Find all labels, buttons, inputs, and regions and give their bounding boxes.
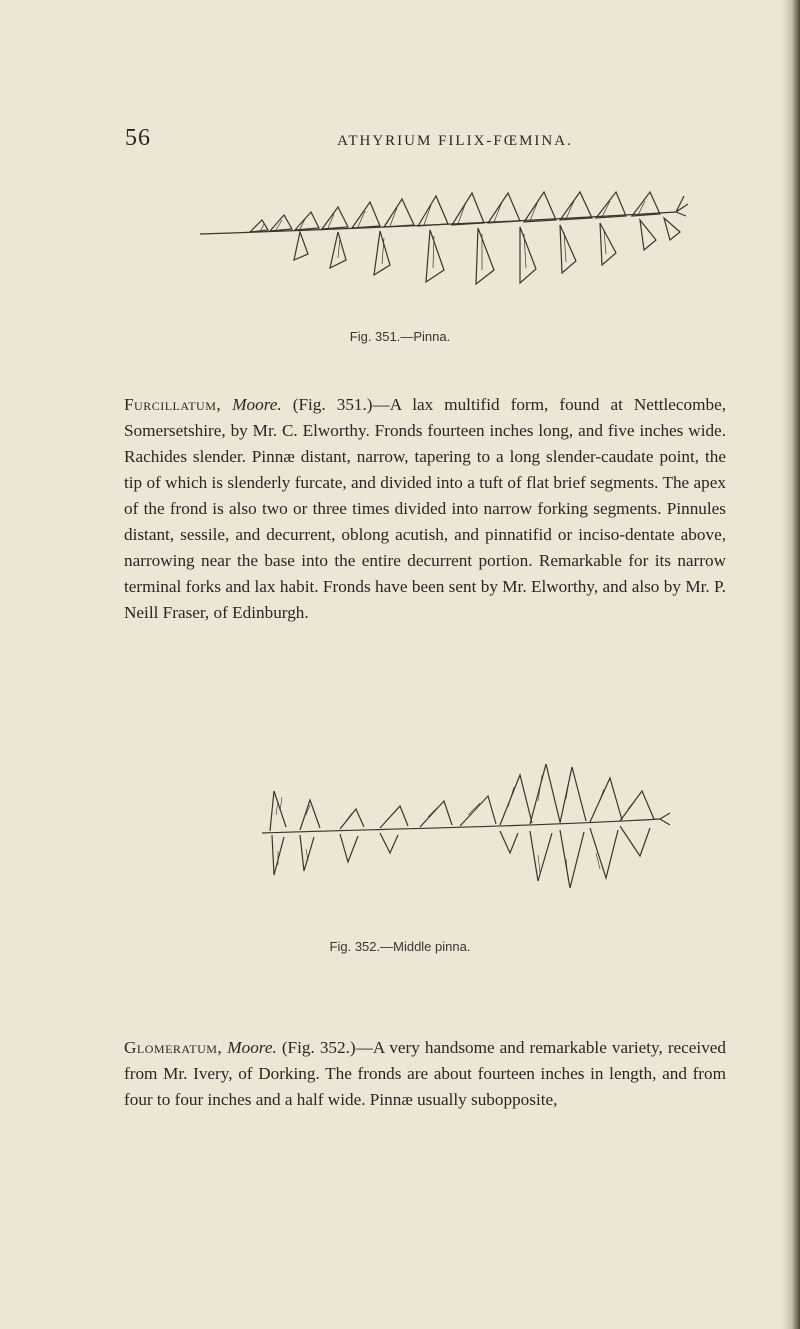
middle-pinna-illustration-352 [0,755,800,930]
page-number: 56 [125,125,151,151]
author-name: Moore. [227,1038,277,1057]
paragraph-text: (Fig. 351.)—A lax multifid form, found at Nettlecombe, Somersetshire, by Mr. C. Elworthy. Fronds fourteen inches long, and five inches wide. Rachides slender. Pinnæ distant, narrow, tapering to a long slender-caudate point, the tip of which is slenderly furcate, and divided into a tuft of flat brief segments. The apex of the frond is also two or three times divided into narrow forking segments. Pinnules distant, sessile, and decurrent, oblong acutish, and pinnatifid or inciso-dentate above, narrowing near the base into the entire decurrent portion. Remarkable for its narrow terminal forks and lax habit. Fronds have been sent by Mr. Elworthy, and also by Mr. P. Neill Fraser, of Edinburgh. [124,395,727,622]
running-head: ATHYRIUM FILIX-FŒMINA. [337,133,573,149]
pinna-illustration-351 [0,172,800,322]
paragraph-furcillatum [124,392,726,626]
page-header [125,125,685,155]
paragraph-glomeratum [124,1035,726,1113]
figure-351 [0,172,800,344]
figure-caption: Fig. 352.—Middle pinna. [329,939,471,954]
variety-name: Glomeratum, [124,1038,223,1057]
author-name: Moore. [232,395,282,414]
paragraph-text: (Fig. 352.)—A very handsome and remarkable variety, received from Mr. Ivery, of Dorking. The fronds are about fourteen inches in length, and from four to four inches and a half wide. Pinnæ usually subopposite, [124,1038,727,1109]
variety-name: Furcillatum, [124,395,222,414]
figure-caption: Fig. 351.—Pinna. [349,329,451,344]
figure-352 [0,755,800,954]
